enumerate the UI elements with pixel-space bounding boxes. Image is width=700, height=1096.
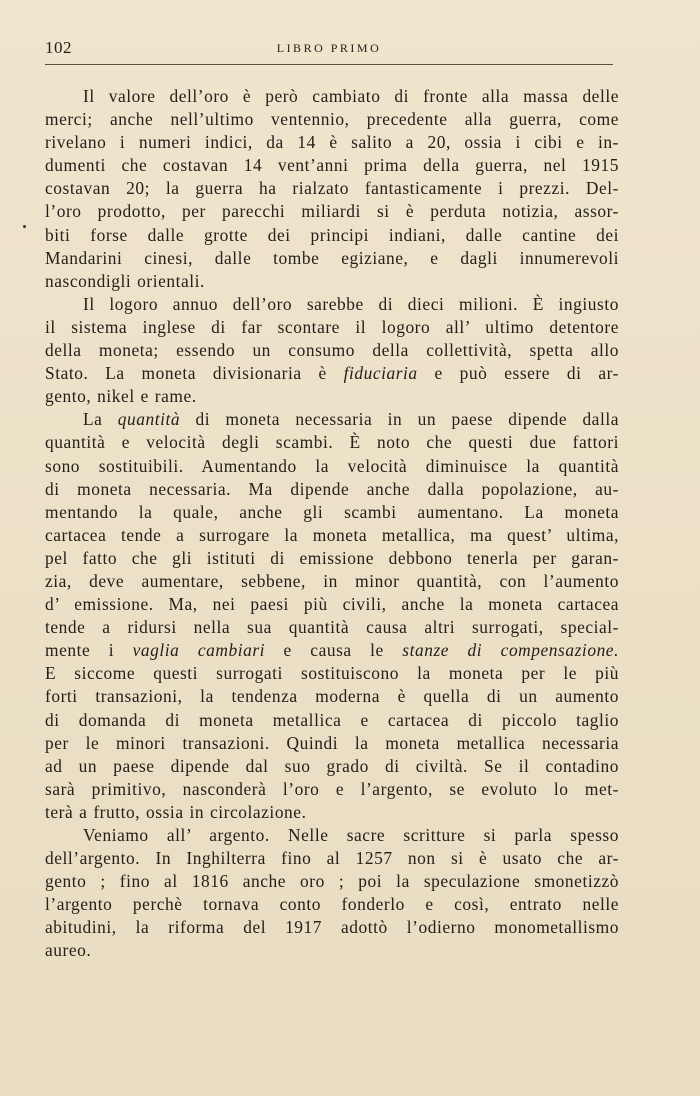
text-line: [45, 639, 619, 662]
page-header: [45, 38, 613, 60]
text-run: l’oro prodotto, per parecchi miliardi si è perduta notizia, assor-: [45, 201, 619, 222]
text-run: Veniamo all’ argento. Nelle sacre scritture si parla spesso: [83, 825, 619, 845]
ink-speck: [23, 225, 26, 228]
text-run: e causa le: [265, 640, 403, 661]
text-run: di domanda di moneta metallica e cartacea di piccolo taglio: [45, 709, 619, 730]
text-line: [45, 524, 619, 547]
text-run: di moneta necessaria. Ma dipende anche dalla popolazione, au-: [45, 478, 619, 499]
text-line: [45, 247, 619, 270]
text-line: [45, 685, 619, 708]
text-line: [45, 570, 619, 593]
text-run: sarà primitivo, nasconderà l’oro e l’argento, se evoluto lo met-: [45, 778, 619, 799]
text-run: terà a frutto, ossia in circolazione.: [45, 801, 307, 822]
text-line: [45, 939, 619, 962]
italic-text: stanze di compensazione.: [402, 640, 619, 661]
text-run: aureo.: [45, 940, 92, 961]
text-line: [45, 916, 619, 939]
text-run: gento, nikel e rame.: [45, 386, 197, 407]
text-run: forti transazioni, la tendenza moderna è quella di un aumento: [45, 686, 619, 707]
page-number: 102: [45, 38, 72, 57]
header-rule: [45, 64, 613, 65]
text-run: mentando la quale, anche gli scambi aumentano. La moneta: [45, 501, 619, 522]
text-line: [45, 870, 619, 893]
text-run: il sistema inglese di far scontare il logoro all’ ultimo detentore: [45, 316, 619, 337]
text-line: [45, 408, 619, 431]
text-run: costavan 20; la guerra ha rialzato fantasticamente i prezzi. Del-: [45, 178, 619, 199]
text-line: [45, 270, 619, 293]
text-line: [45, 339, 619, 362]
text-run: tende a ridursi nella sua quantità causa altri surrogati, special-: [45, 617, 619, 638]
text-line: [45, 177, 619, 200]
text-run: Il logoro annuo dell’oro sarebbe di dieci milioni. È ingiusto: [83, 293, 619, 314]
text-line: [45, 893, 619, 916]
text-run: abitudini, la riforma del 1917 adottò l’odierno monometallismo: [45, 917, 619, 938]
text-run: nascondigli orientali.: [45, 270, 205, 291]
text-line: [45, 501, 619, 524]
text-run: di moneta necessaria in un paese dipende dalla: [180, 409, 619, 430]
text-line: [45, 154, 619, 177]
text-run: cartacea tende a surrogare la moneta metallica, ma quest’ ultima,: [45, 524, 619, 545]
text-line: [45, 362, 619, 385]
text-line: [45, 616, 619, 639]
text-run: mente i: [45, 640, 133, 661]
text-run: ad un paese dipende dal suo grado di civiltà. Se il contadino: [45, 755, 619, 776]
text-line: [45, 593, 619, 616]
text-run: quantità e velocità degli scambi. È noto che questi due fattori: [45, 432, 619, 453]
running-head: LIBRO PRIMO: [276, 41, 382, 55]
text-line: [45, 478, 619, 501]
text-line: [45, 431, 619, 454]
text-line: [45, 385, 619, 408]
text-line: [45, 824, 619, 847]
text-run: biti forse dalle grotte dei principi indiani, dalle cantine dei: [45, 224, 619, 245]
text-run: gento ; fino al 1816 anche oro ; poi la speculazione smonetizzò: [45, 871, 619, 892]
text-line: [45, 455, 619, 478]
text-line: [45, 662, 619, 685]
text-run: della moneta; essendo un consumo della collettività, spetta allo: [45, 340, 619, 361]
text-run: Mandarini cinesi, dalle tombe egiziane, e dagli innumerevoli: [45, 247, 619, 268]
text-run: d’ emissione. Ma, nei paesi più civili, anche la moneta cartacea: [45, 594, 619, 615]
text-line: [45, 200, 619, 223]
italic-text: vaglia cambiari: [132, 640, 266, 661]
text-line: [45, 847, 619, 870]
italic-text: fiduciaria: [343, 363, 418, 384]
text-run: zia, deve aumentare, sebbene, in minor quantità, con l’aumento: [45, 570, 619, 591]
text-run: pel fatto che gli istituti di emissione debbono tenerla per garan-: [45, 547, 619, 568]
text-run: merci; anche nell’ultimo ventennio, precedente alla guerra, come: [45, 109, 619, 130]
italic-text: quantità: [117, 409, 181, 430]
text-line: [45, 709, 619, 732]
text-line: [45, 778, 619, 801]
text-line: [45, 108, 619, 131]
text-run: rivelano i numeri indici, da 14 è salito a 20, ossia i cibi e in-: [45, 132, 619, 153]
text-run: Stato. La moneta divisionaria è: [45, 363, 344, 384]
text-line: [45, 131, 619, 154]
text-run: e può essere di ar-: [417, 363, 619, 384]
text-run: Il valore dell’oro è però cambiato di fronte alla massa delle: [83, 86, 619, 106]
text-line: [45, 801, 619, 824]
body-text: [45, 85, 619, 963]
text-run: dumenti che costavan 14 vent’anni prima della guerra, nel 1915: [45, 155, 619, 176]
text-line: [45, 732, 619, 755]
text-run: per le minori transazioni. Quindi la moneta metallica necessaria: [45, 732, 619, 753]
text-line: [45, 224, 619, 247]
text-line: [45, 293, 619, 316]
text-line: [45, 85, 619, 108]
text-run: La: [83, 409, 118, 430]
text-line: [45, 316, 619, 339]
text-run: l’argento perchè tornava conto fonderlo e così, entrato nelle: [45, 894, 619, 915]
text-run: dell’argento. In Inghilterra fino al 1257 non si è usato che ar-: [45, 848, 619, 869]
text-run: sono sostituibili. Aumentando la velocità diminuisce la quantità: [45, 455, 619, 476]
text-run: E siccome questi surrogati sostituiscono la moneta per le più: [45, 663, 619, 684]
text-line: [45, 755, 619, 778]
text-line: [45, 547, 619, 570]
